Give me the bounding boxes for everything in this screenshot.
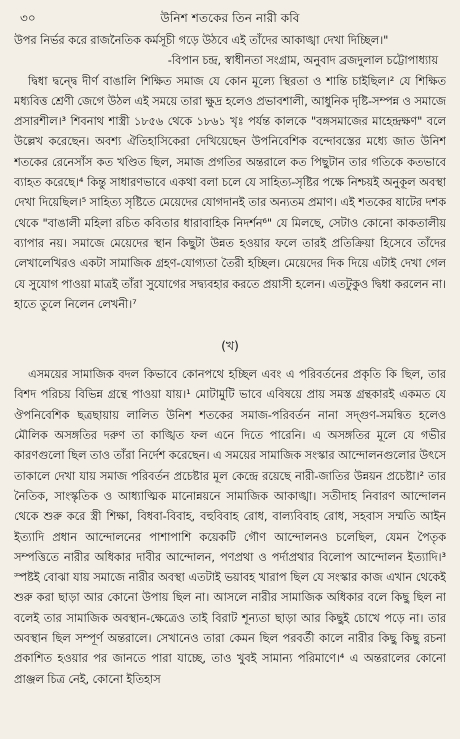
body-text: [14, 30, 446, 689]
page-header: [14, 6, 446, 30]
paragraph-section-2: এসময়ের সামাজিক বদল কিভাবে কোনপথে হচ্ছিল এবং এ পরিবর্তনের প্রকৃতি কি ছিল, তার বিশদ পরিচয় বিভিন্ন গ্রন্থে পাওয়া যায়।¹ মোটামুটি ভাবে এবিষয়ে প্রায় সমস্ত গ্রন্থকারই একমত যে ঔপনিবেশিক ছত্রছায়ায় লালিত উনিশ শতকের সমাজ-পরিবর্তন নানা সদ্গুণ-সমন্বিত হলেও মৌলিক অসঙ্গতির দরুণ তা কাঙ্খিত ফল এনে দিতে পারেনি। এ অসঙ্গতির মূলে যে গভীর কারণগুলো ছিল তাও তাঁরা নির্দেশ করেছেন। এ সময়ের সামাজিক সংস্কার আন্দোলনগুলোর উৎসে তাকালে দেখা যায় সমাজ পরিবর্তন প্রচেষ্টার মূল কেন্দ্রে রয়েছে নারী-জাতির উন্নয়ন প্রচেষ্টা।² তার নৈতিক, সাংস্কৃতিক ও আধ্যাত্মিক মানোন্নয়নে সামাজিক আকাঙ্খা। সতীদাহ নিবারণ আন্দোলন থেকে শুরু করে স্ত্রী শিক্ষা, বিধবা-বিবাহ, বহুবিবাহ রোধ, বাল্যবিবাহ রোধ, সহবাস সম্মতি আইন ইত্যাদি প্রধান আন্দোলনের পাশাপাশি কয়েকটি গৌণ আন্দোলনও চলেছিল, যেমন পৈতৃক সম্পত্তিতে নারীর অধিকার দাবীর আন্দোলন, পণপ্রথা ও পর্দাপ্রথার বিলোপ আন্দোলন ইত্যাদি।³ স্পষ্টই বোঝা যায় সমাজে নারীর অবস্থা এতটাই ভয়াবহ খারাপ ছিল যে সংস্কার কাজ এখান থেকেই শুরু করা ছাড়া আর কোনো উপায় ছিল না। আসলে নারীর সামাজিক অধিকার বলে কিছু ছিল না বলেই তার সামাজিক অবস্থান-ক্ষেত্রেও তাই বিরাট শূন্যতা ছাড়া আর কিছুই চোখে পড়ে না। তার অবস্থান ছিল সম্পূর্ণ অন্তরালে। সেখানেও তারা কেমন ছিল পরবর্তী কালে নারীর কিছু কিছু রচনা প্রকাশিত হওয়ার পর জানতে পারা যাচ্ছে, তাও খুবই সামান্য পরিমাণে।⁴ এ অন্তরালের কোনো প্রাঞ্জল চিত্র নেই, কোনো ইতিহাস: [14, 367, 446, 686]
section-heading: (খ): [221, 338, 239, 354]
paragraph-section-1: দ্বিধা দ্বন্দ্বে দীর্ণ বাঙালি শিক্ষিত সমাজ যে কোন মূল্যে স্থিরতা ও শান্তি চাইছিল।² যে শিক্ষিত মধ্যবিত্ত শ্রেণী জেগে উঠল এই সময়ে তারা ক্ষুদ্র হলেও প্রভাবশালী, আধুনিক দৃষ্টি-সম্পন্ন ও সমাজে প্রসারশীল।³ শিবনাথ শাস্ত্রী ১৮৫৬ থেকে ১৮৬১ খৃঃ পর্যন্ত কালকে "বঙ্গসমাজের মাহেন্দ্রক্ষণ" বলে উল্লেখ করেছেন। অবশ্য ঐতিহাসিকেরা দেখিয়েছেন উপনিবেশিক বন্দোবস্তের মধ্যে জাত উনিশ শতকের রেনেসাঁস কত খণ্ডিত ছিল, সমাজ প্রগতির অন্তরালে কত পিছুটান তার গতিকে কতভাবে ব্যাহত করেছে।⁴ কিন্তু সাধারণভাবে একথা বলা চলে যে সাহিত্য-সৃষ্টির পক্ষে নিশ্চয়ই অনুকূল অবস্থা দেখা দিয়েছিল।⁵ সাহিত্য সৃষ্টিতে মেয়েদের যোগদানই তার অন্যতম প্রমাণ। এই শতকের ষাটের দশক থেকে "বাঙালী মহিলা রচিত কবিতার ধারাবাহিক নিদর্শন⁶" যে মিলছে, সেটাও কোনো কাকতালীয় ব্যাপার নয়। সমাজে মেয়েদের স্থান কিছুটা উন্নত হওয়ার ফলে তারই প্রতিক্রিয়া হিসেবে তাঁদের লেখালেখিরও একটা সামাজিক গ্রহণ-যোগ্যতা তৈরী হচ্ছিল। মেয়েদের দিক দিয়ে এটাই দেখা গেল যে সুযোগ পাওয়া মাত্রই তাঁরা সুযোগের সদ্ব্যবহার করতে প্রয়াসী হলেন। এতটুকুও দ্বিধা করলেন না। হাতে তুলে নিলেন লেখনী।⁷: [14, 73, 446, 311]
page-number: ৩০: [20, 11, 36, 25]
book-page: [14, 6, 446, 733]
running-title: উনিশ শতকের তিন নারী কবি: [160, 11, 300, 25]
quote-continuation: উপর নির্ভর করে রাজনৈতিক কর্মসূচী গড়ে উঠবে এই তাঁদের আকাঙ্খা দেখা দিচ্ছিল।": [14, 33, 389, 47]
quote-attribution: -বিপান চন্দ্র, স্বাধীনতা সংগ্রাম, অনুবাদ ব্রজদুলাল চট্টোপাধ্যায়: [167, 53, 438, 68]
